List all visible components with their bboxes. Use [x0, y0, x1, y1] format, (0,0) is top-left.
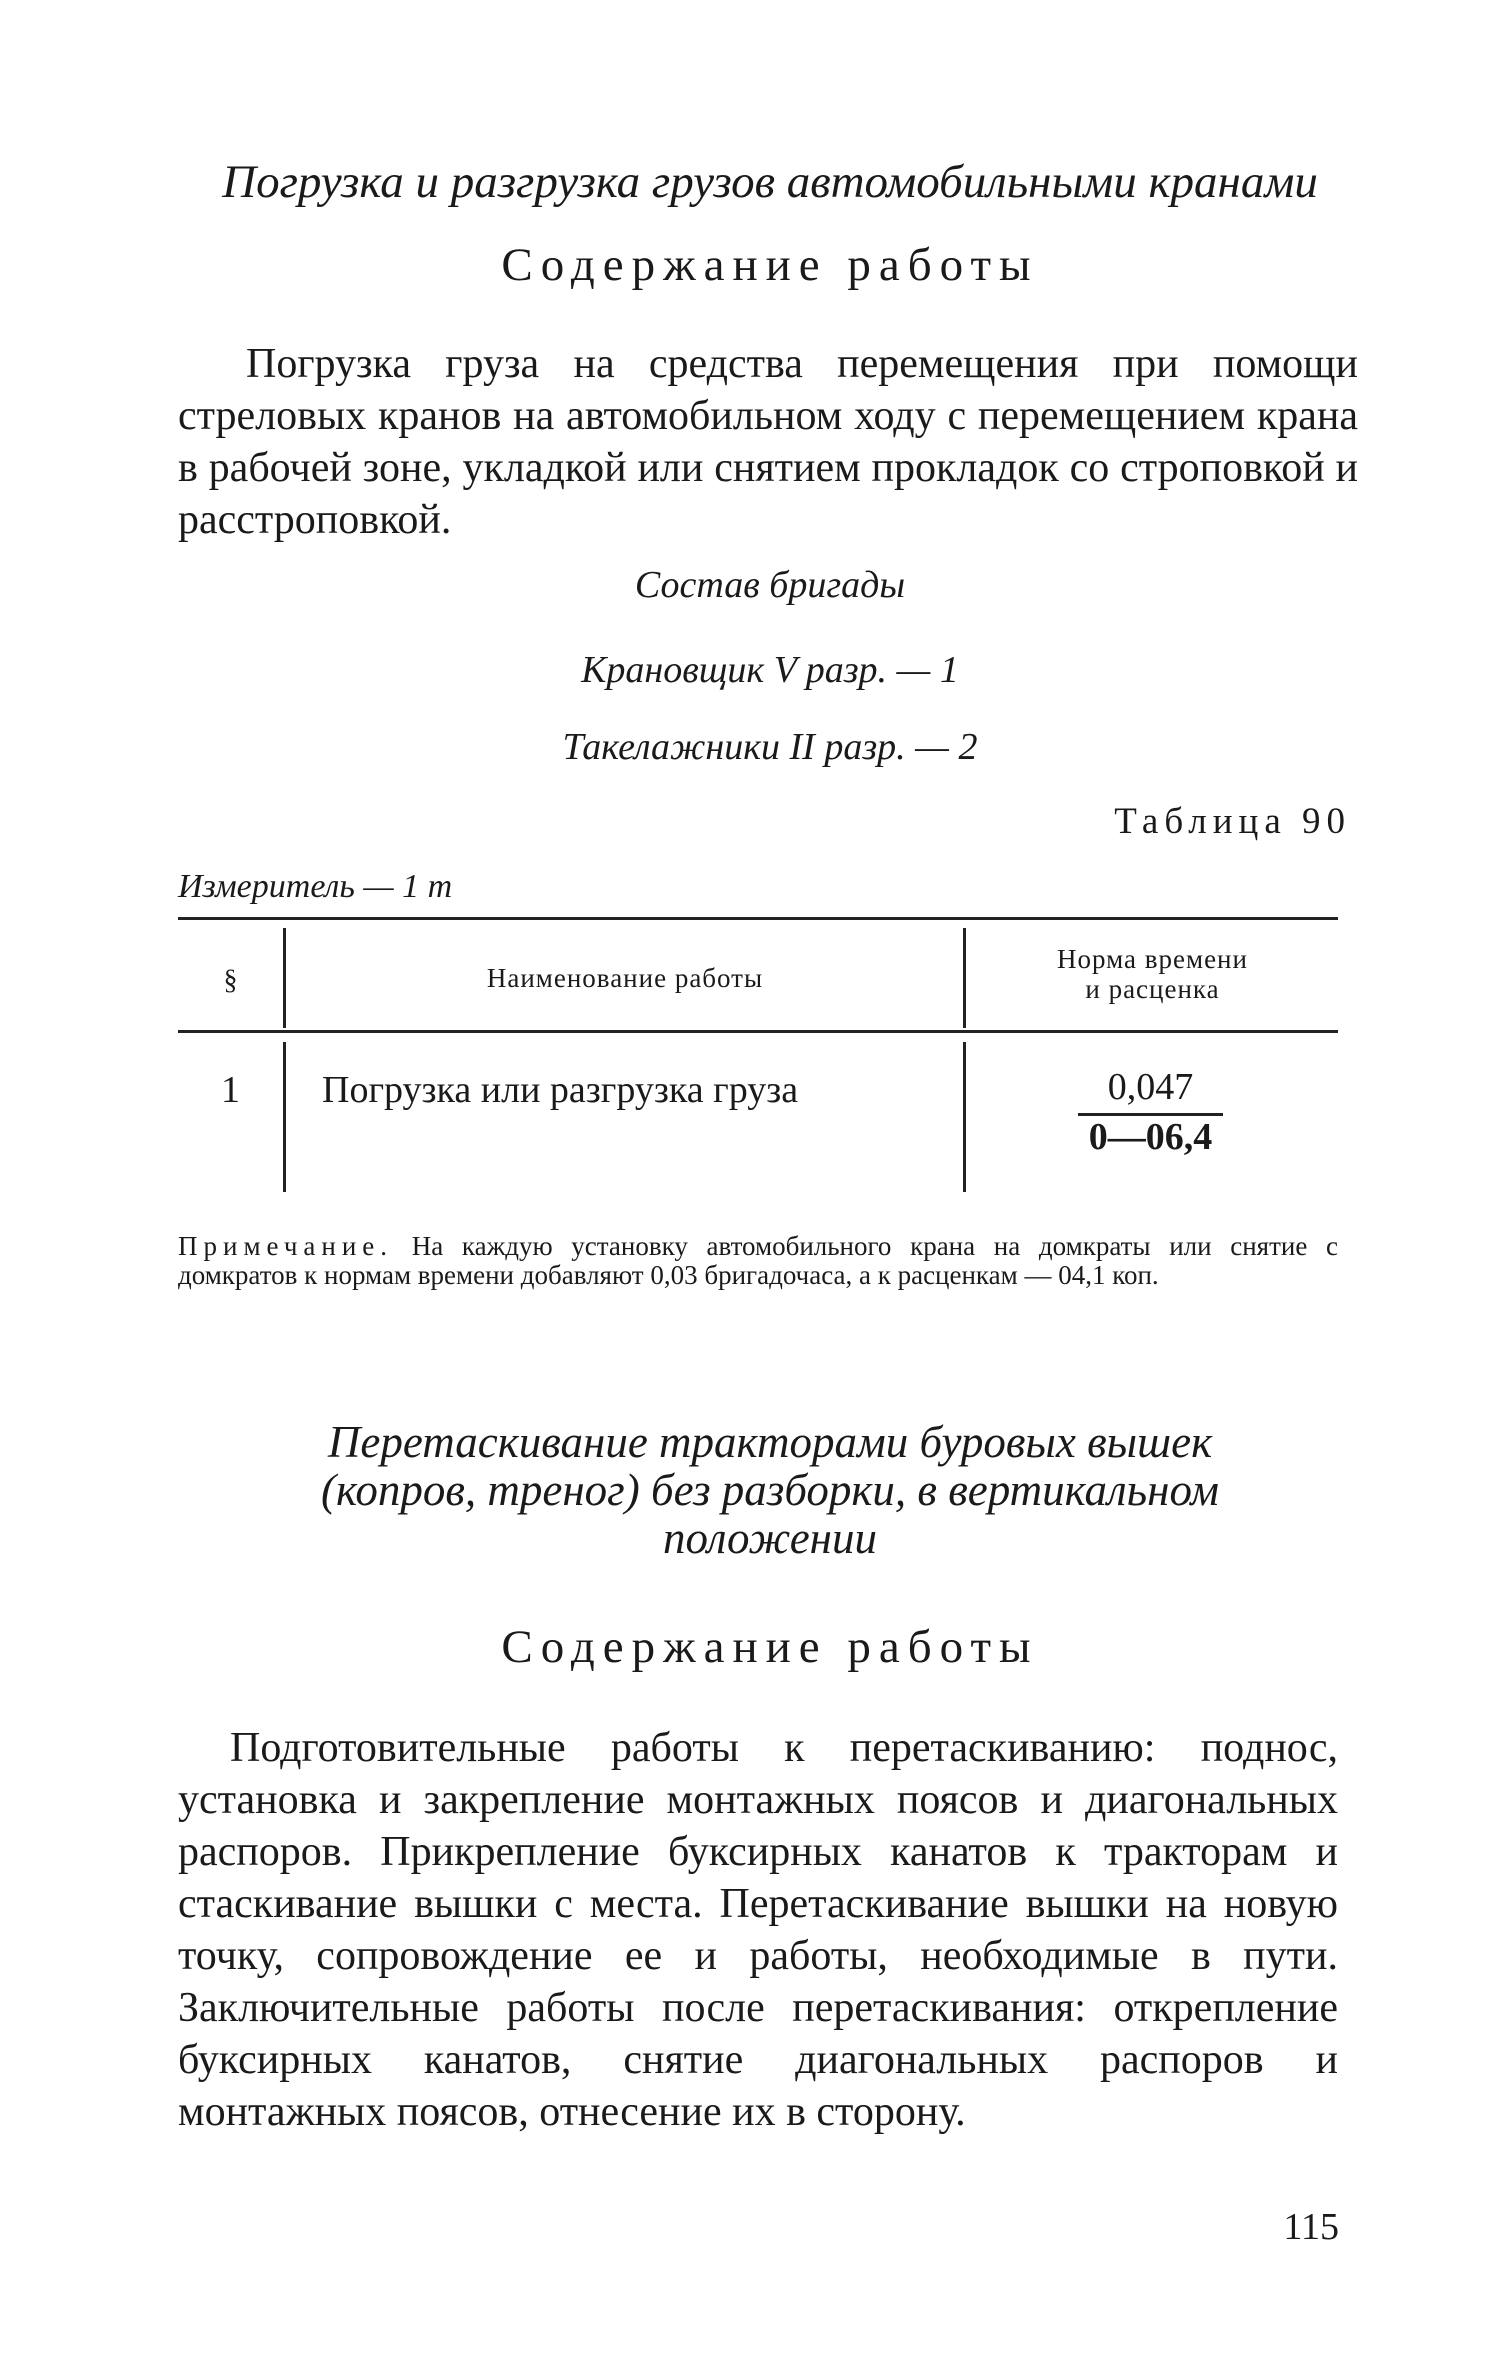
- table-note: [178, 1232, 1338, 1290]
- table-top-rule: [178, 917, 1338, 920]
- section1-paragraph: Погрузка груза на средства перемещения при помощи стреловых кранов на автомобильном ходу с перемещением крана в рабочей зоне, укладкой или снятием прокладок со строповкой и расстроповкой.: [178, 341, 1358, 543]
- header-norm-line1: Норма времени: [1057, 944, 1248, 974]
- header-norm-line2: и расценка: [1085, 974, 1220, 1004]
- section2-title-line3: положении: [663, 1513, 877, 1563]
- table-divider: [283, 928, 286, 1028]
- section2-title-line1: Перетаскивание тракторами буровых вышек: [327, 1417, 1213, 1467]
- crew-title: Состав бригады: [634, 564, 906, 606]
- section2-paragraph: Подготовительные работы к перетаскиванию: поднос, установка и закрепление монтажных поясов и диагональных распоров. Прикрепление буксирных канатов к тракторам и стаскивание вышки с места. Перетаскивание вышки на новую точку, сопровождение ее и работы, необходимые в пути. Заключительные работы после перетаскивания: открепление буксирных канатов, снятие диагональных распоров и монтажных поясов, отнесение их в сторону.: [178, 1725, 1338, 2135]
- table-header-rule: [178, 1030, 1338, 1033]
- row-time-norm: 0,047: [1107, 1066, 1194, 1108]
- header-work-name: Наименование работы: [486, 963, 764, 993]
- section1-heading: Содержание работы: [501, 239, 1039, 291]
- table-divider: [963, 1042, 966, 1192]
- row-price: 0—06,4: [1088, 1116, 1213, 1158]
- page-number: 115: [1283, 2206, 1339, 2248]
- crew-item-crane-operator: Крановщик V разр. — 1: [581, 649, 959, 691]
- measure-unit: Измеритель — 1 т: [178, 868, 453, 905]
- table-label: Таблица 90: [1114, 801, 1351, 842]
- row-number: 1: [221, 1069, 240, 1111]
- section2-heading: Содержание работы: [501, 1621, 1039, 1673]
- note-text: На каждую установку автомобильного крана на домкраты или снятие с домкратов к нормам времени добавляют 0,03 бригадочаса, а к расценкам — 04,1 коп.: [178, 1231, 1338, 1290]
- table-divider: [963, 928, 966, 1028]
- table-divider: [283, 1042, 286, 1192]
- section2-title: [170, 1418, 1370, 1562]
- section2-title-line2: (копров, треног) без разборки, в вертикальном: [321, 1465, 1219, 1515]
- note-label: Примечание.: [178, 1231, 394, 1261]
- header-section: §: [223, 965, 238, 996]
- header-norm: [967, 944, 1338, 1004]
- section1-title: Погрузка и разгрузка грузов автомобильными кранами: [222, 156, 1318, 208]
- row-work-name: Погрузка или разгрузка груза: [322, 1069, 799, 1111]
- crew-item-riggers: Такелажники II разр. — 2: [562, 726, 978, 768]
